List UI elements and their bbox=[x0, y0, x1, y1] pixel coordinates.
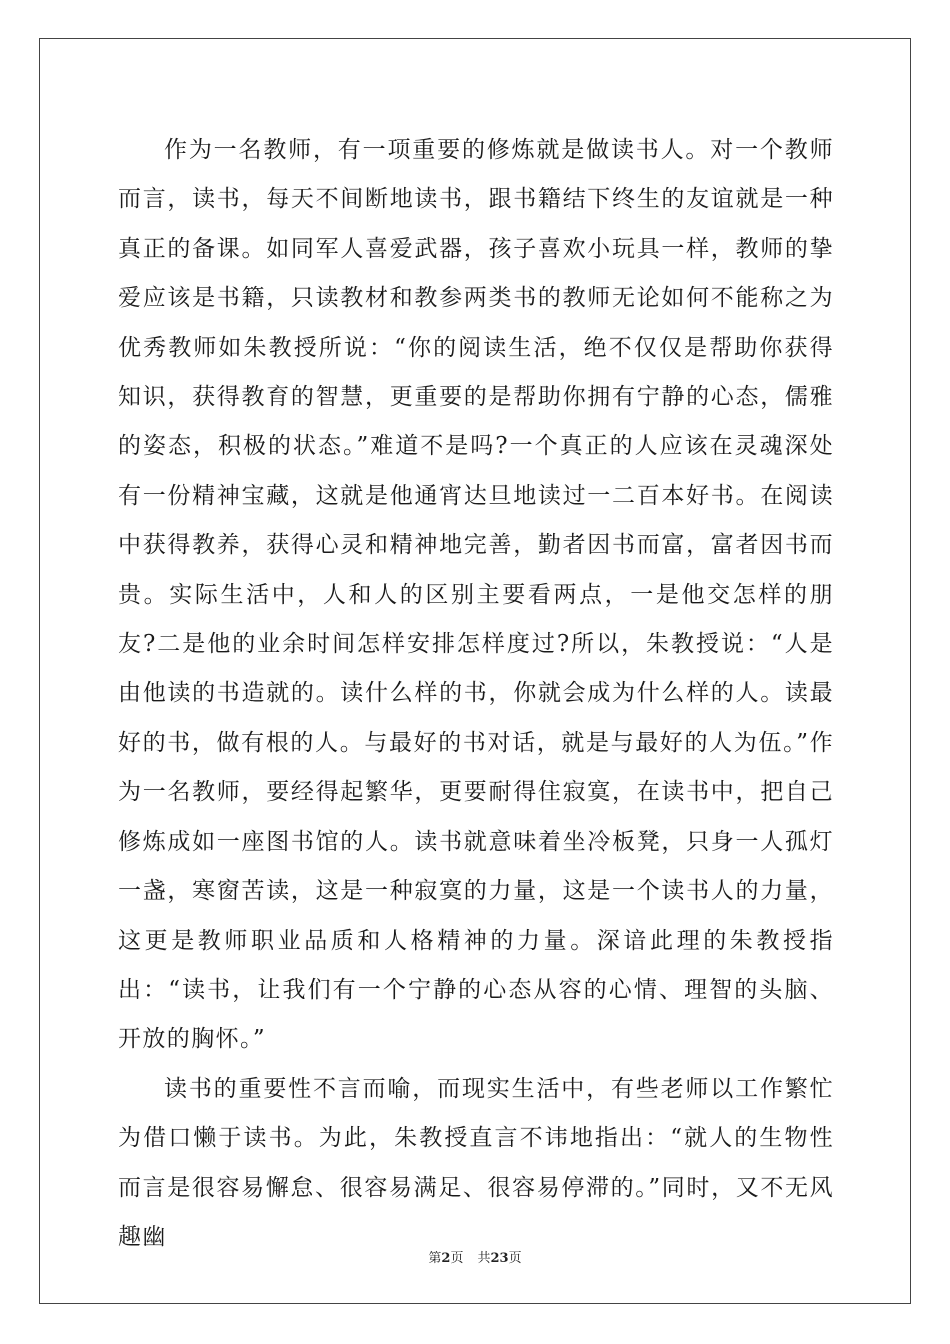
total-prefix: 共 bbox=[477, 1251, 491, 1266]
total-page-count: 23 bbox=[490, 1251, 509, 1266]
page-unit: 页 bbox=[450, 1251, 464, 1266]
current-page-number: 2 bbox=[441, 1251, 451, 1266]
total-unit: 页 bbox=[508, 1251, 522, 1266]
document-body bbox=[118, 126, 834, 1262]
page-prefix: 第 bbox=[428, 1251, 442, 1266]
page-footer bbox=[0, 1247, 950, 1266]
paragraph-1: 作为一名教师，有一项重要的修炼就是做读书人。对一个教师而言，读书，每天不间断地读书，跟书籍结下终生的友谊就是一种真正的备课。如同军人喜爱武器，孩子喜欢小玩具一样，教师的挚爱应该是书籍，只读教材和教参两类书的教师无论如何不能称之为优秀教师如朱教授所说：“你的阅读生活，绝不仅仅是帮助你获得知识，获得教育的智慧，更重要的是帮助你拥有宁静的心态，儒雅的姿态，积极的状态。”难道不是吗?一个真正的人应该在灵魂深处有一份精神宝藏，这就是他通宵达旦地读过一二百本好书。在阅读中获得教养，获得心灵和精神地完善，勤者因书而富，富者因书而贵。实际生活中，人和人的区别主要看两点，一是他交怎样的朋友?二是他的业余时间怎样安排怎样度过?所以，朱教授说：“人是由他读的书造就的。读什么样的书，你就会成为什么样的人。读最好的书，做有根的人。与最好的书对话，就是与最好的人为伍。”作为一名教师，要经得起繁华，更要耐得住寂寞，在读书中，把自己修炼成如一座图书馆的人。读书就意味着坐冷板凳，只身一人孤灯一盏，寒窗苦读，这是一种寂寞的力量，这是一个读书人的力量，这更是教师职业品质和人格精神的力量。深谙此理的朱教授指出：“读书，让我们有一个宁静的心态从容的心情、理智的头脑、开放的胸怀。” bbox=[118, 137, 834, 1053]
paragraph-2: 读书的重要性不言而喻，而现实生活中，有些老师以工作繁忙为借口懒于读书。为此，朱教授直言不讳地指出：“就人的生物性而言是很容易懈怠、很容易满足、很容易停滞的。”同时，又不无风趣幽 bbox=[118, 1075, 834, 1250]
